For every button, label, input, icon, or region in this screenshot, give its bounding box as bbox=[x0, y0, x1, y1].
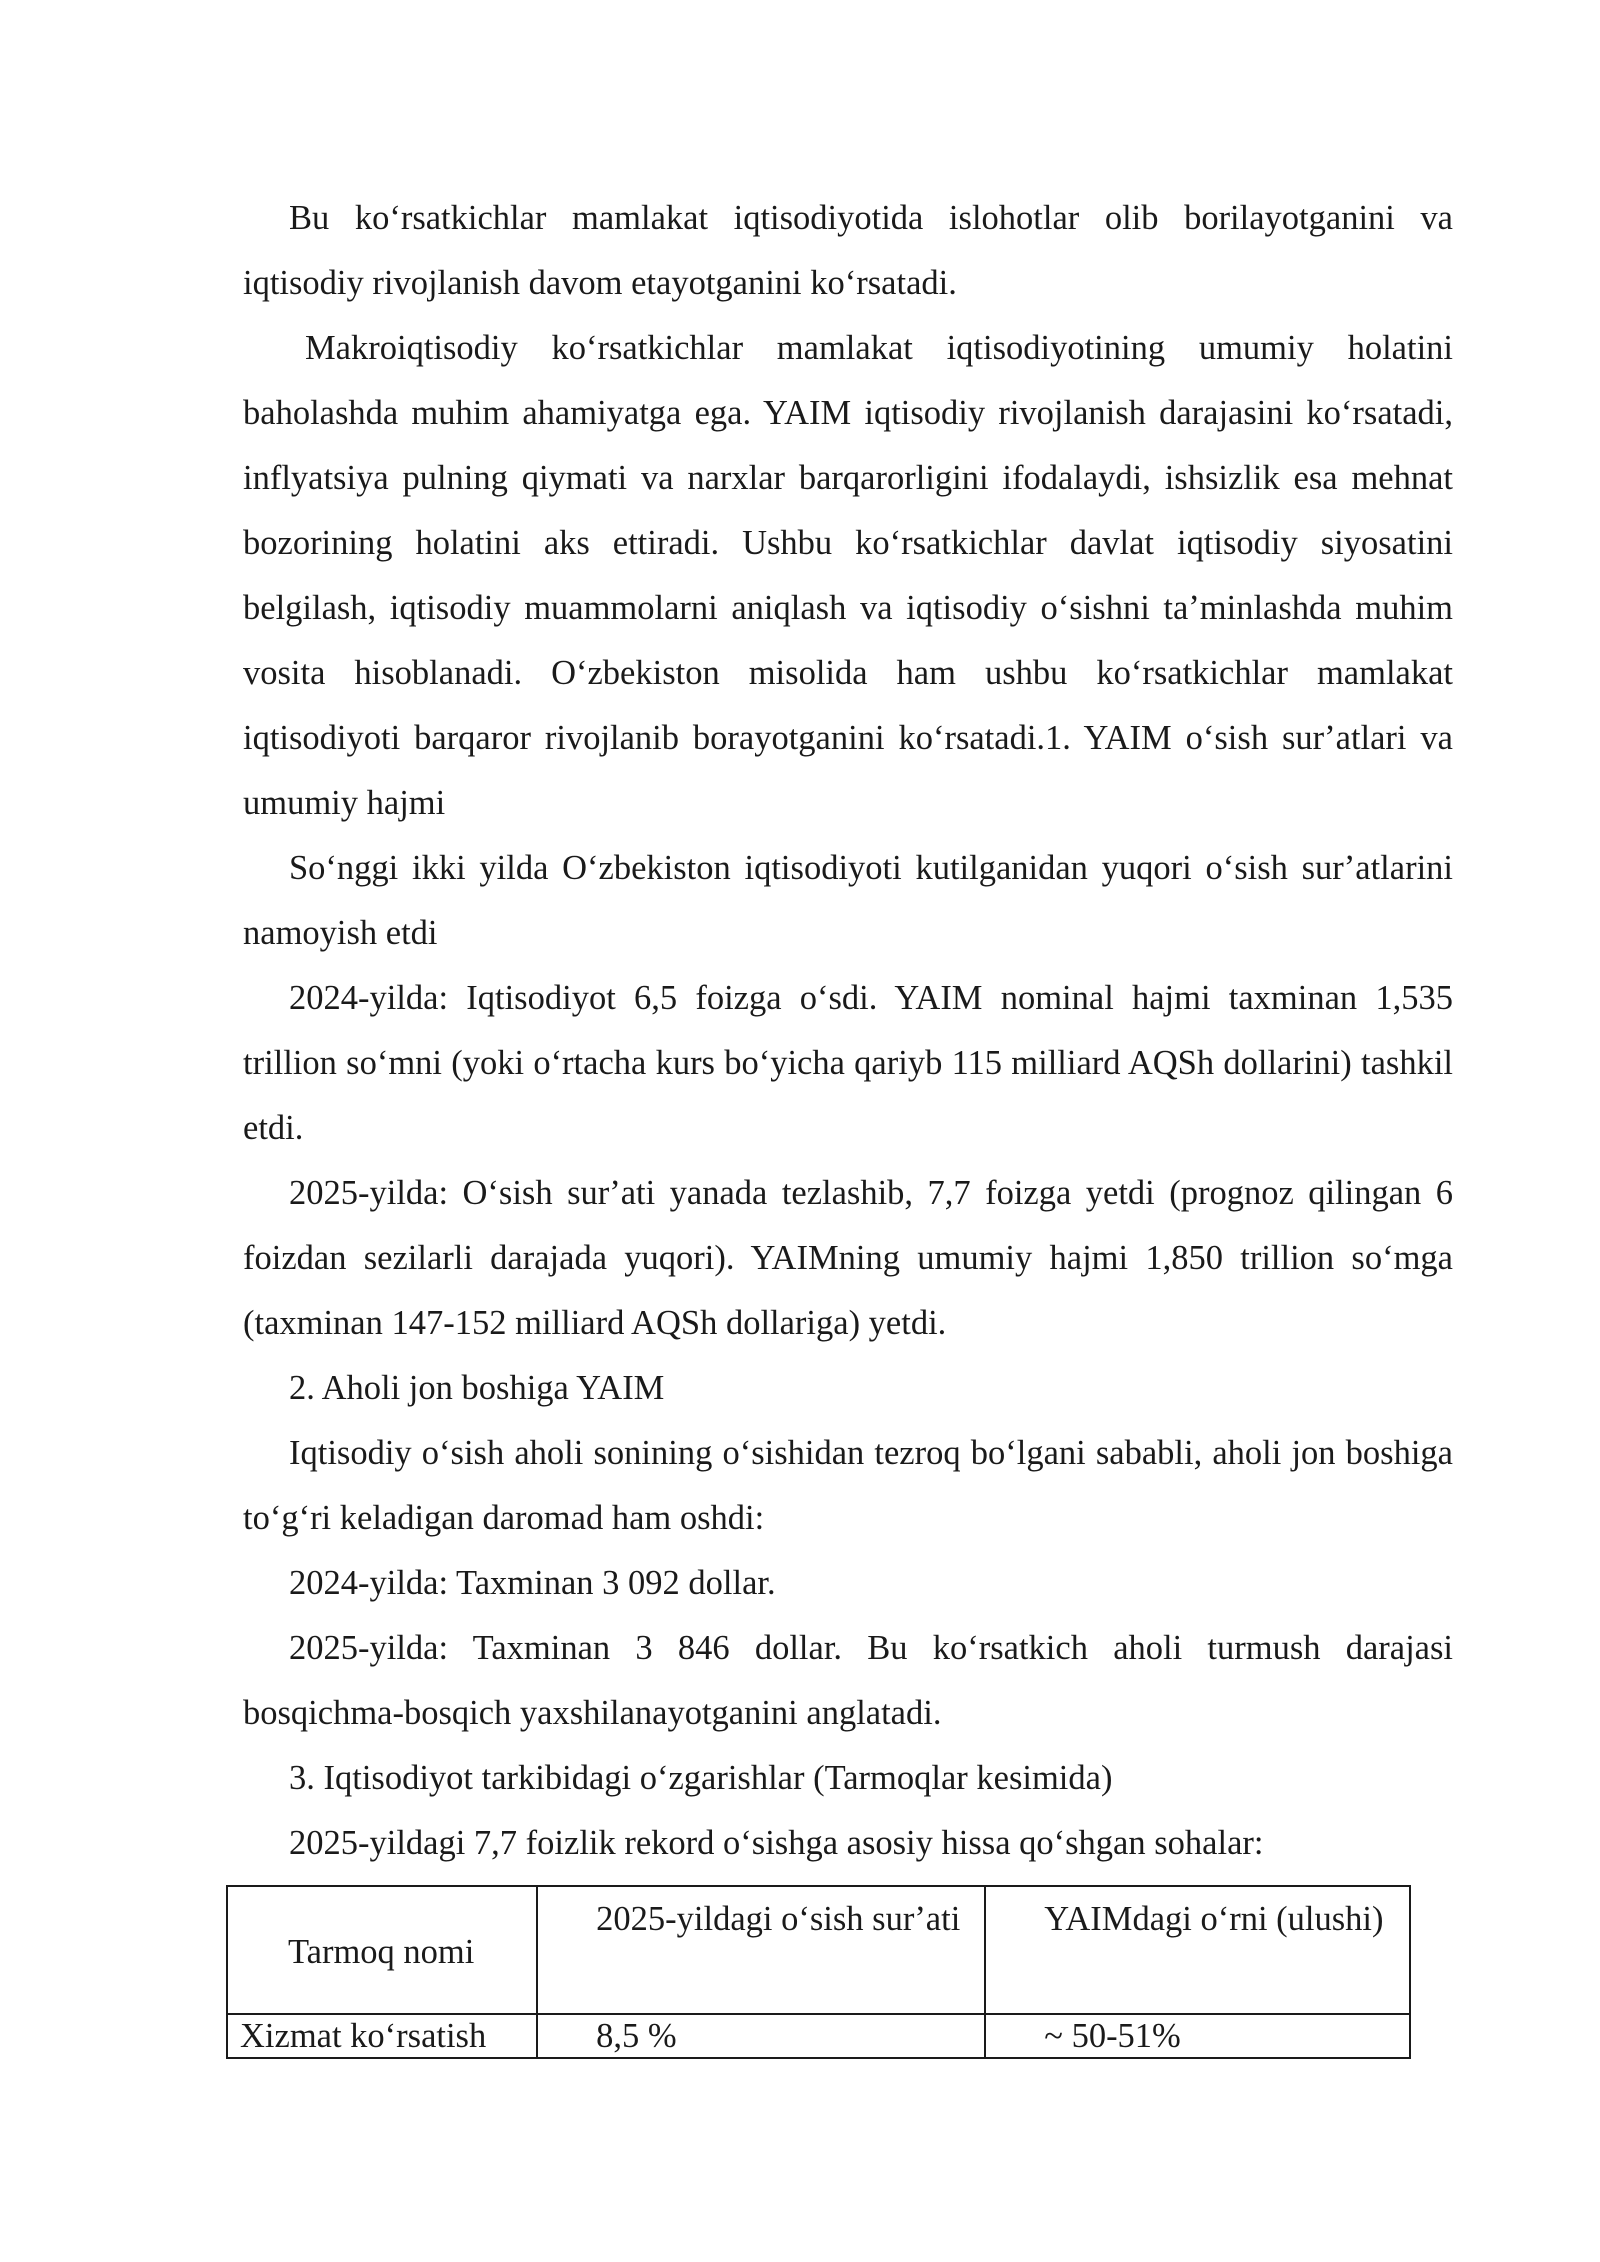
paragraph-2025: 2025-yilda: Oʻsish surʼati yanada tezlashib, 7,7 foizga yetdi (prognoz qilingan 6 foizdan sezilarli darajada yuqori). YAIMning umumiy hajmi 1,850 trillion soʻmga (taxminan 147-152 milliard AQSh dollariga) yetdi. bbox=[243, 1174, 1453, 1342]
table-cell bbox=[537, 2014, 985, 2058]
paragraph-growth-intro: Soʻnggi ikki yilda Oʻzbekiston iqtisodiyoti kutilganidan yuqori oʻsish surʼatlarini namoyish etdi bbox=[243, 849, 1453, 952]
header-gdp-share: YAIMdagi oʻrni (ulushi) bbox=[1044, 1900, 1384, 1938]
heading-sector-changes: 3. Iqtisodiyot tarkibidagi oʻzgarishlar (Tarmoqlar kesimida) bbox=[289, 1759, 1113, 1797]
cell-growth-rate: 8,5 % bbox=[596, 2017, 677, 2055]
cell-sector-name: Xizmat koʻrsatish bbox=[240, 2017, 487, 2055]
paragraph-per-capita: Iqtisodiy oʻsish aholi sonining oʻsishidan tezroq boʻlgani sababli, aholi jon boshiga toʻgʻri keladigan daromad ham oshdi: bbox=[243, 1434, 1453, 1537]
paragraph-macro: Makroiqtisodiy koʻrsatkichlar mamlakat iqtisodiyotining umumiy holatini baholashda muhim ahamiyatga ega. YAIM iqtisodiy rivojlanish darajasini koʻrsatadi, inflyatsiya pulning qiymati va narxlar barqarorligini ifodalaydi, ishsizlik esa mehnat bozorining holatini aks ettiradi. Ushbu koʻrsatkichlar davlat iqtisodiy siyosatini belgilash, iqtisodiy muammolarni aniqlash va iqtisodiy oʻsishni taʼminlashda muhim vosita hisoblanadi. Oʻzbekiston misolida ham ushbu koʻrsatkichlar mamlakat iqtisodiyoti barqaror rivojlanib borayotganini koʻrsatadi.1. YAIM oʻsish surʼatlari va umumiy hajmi bbox=[243, 329, 1453, 822]
table-cell bbox=[227, 2014, 537, 2058]
paragraph-per-capita-2025: 2025-yilda: Taxminan 3 846 dollar. Bu koʻrsatkich aholi turmush darajasi bosqichma-bosqich yaxshilanayotganini anglatadi. bbox=[243, 1629, 1453, 1732]
header-growth-rate: 2025-yildagi oʻsish surʼati bbox=[596, 1900, 961, 1938]
paragraph-2024: 2024-yilda: Iqtisodiyot 6,5 foizga oʻsdi. YAIM nominal hajmi taxminan 1,535 trillion soʻmni (yoki oʻrtacha kurs boʻyicha qariyb 115 milliard AQSh dollarini) tashkil etdi. bbox=[243, 979, 1453, 1147]
paragraph-intro: Bu koʻrsatkichlar mamlakat iqtisodiyotida islohotlar olib borilayotganini va iqtisodiy rivojlanish davom etayotganini koʻrsatadi. bbox=[243, 199, 1453, 302]
paragraph-sectors-intro: 2025-yildagi 7,7 foizlik rekord oʻsishga asosiy hissa qoʻshgan sohalar: bbox=[289, 1824, 1264, 1862]
document-body bbox=[243, 186, 1453, 1876]
table-header-row bbox=[227, 1886, 1410, 2014]
table-header-cell bbox=[537, 1886, 985, 2014]
header-sector-name: Tarmoq nomi bbox=[288, 1933, 475, 1971]
table-cell bbox=[985, 2014, 1410, 2058]
table-header-cell bbox=[985, 1886, 1410, 2014]
paragraph-per-capita-2024: 2024-yilda: Taxminan 3 092 dollar. bbox=[289, 1564, 776, 1602]
sectors-table bbox=[226, 1885, 1411, 2059]
table-row bbox=[227, 2014, 1410, 2058]
table-header-cell bbox=[227, 1886, 537, 2014]
heading-gdp-per-capita: 2. Aholi jon boshiga YAIM bbox=[289, 1369, 665, 1407]
cell-gdp-share: ~ 50-51% bbox=[1044, 2017, 1181, 2055]
